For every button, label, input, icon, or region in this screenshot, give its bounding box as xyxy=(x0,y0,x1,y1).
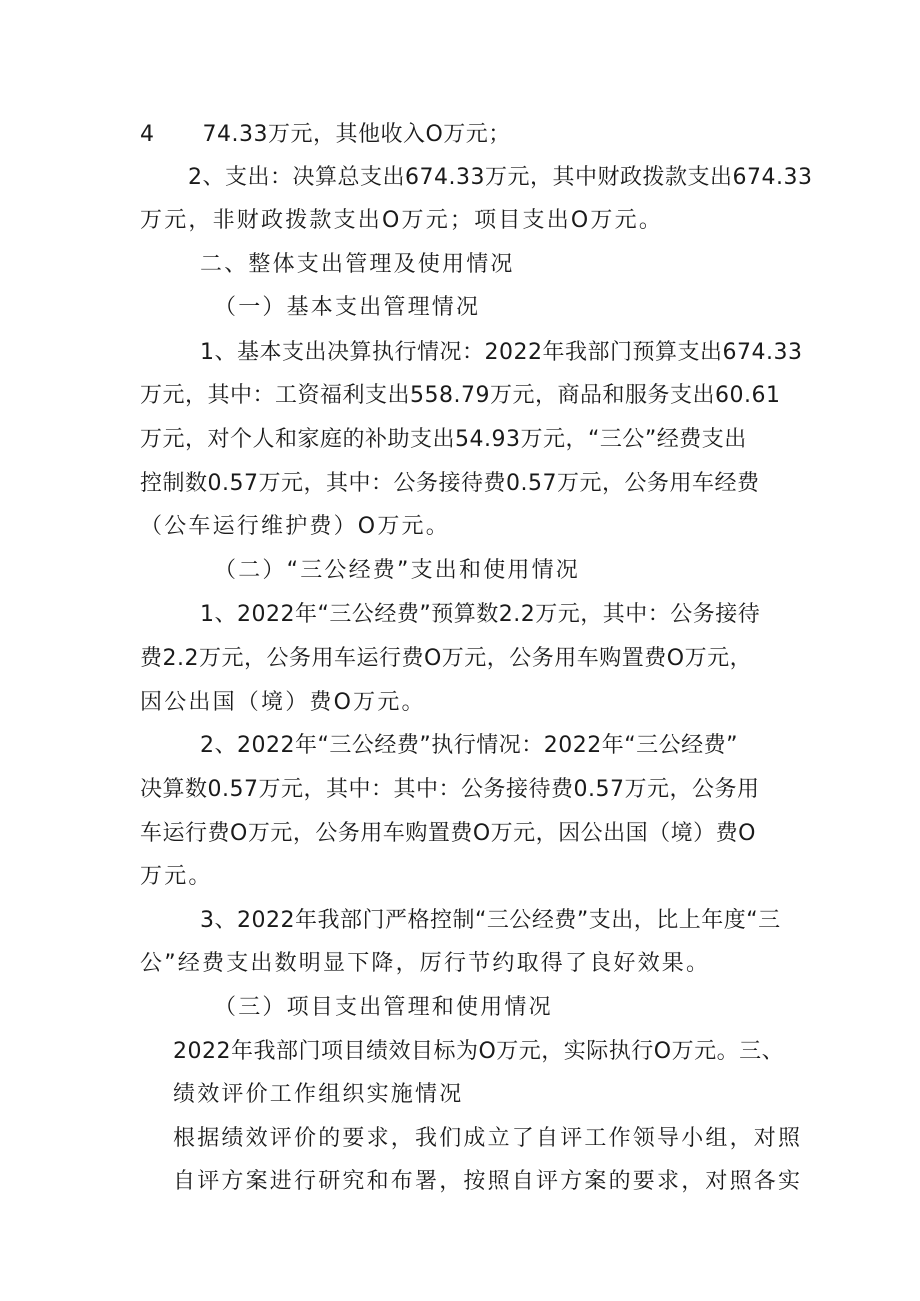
text-line: 2、支出：决算总支出674.33万元，其中财政拨款支出674.33 xyxy=(188,165,813,190)
text-line: 自评方案进行研究和布署，按照自评方案的要求，对照各实 xyxy=(173,1169,803,1194)
section-heading: 二、整体支出管理及使用情况 xyxy=(200,252,515,277)
text-line: 3、2022年我部门严格控制“三公经费”支出，比上年度“三 xyxy=(200,908,781,933)
text-line: 万元，其中：工资福利支出558.79万元，商品和服务支出60.61 xyxy=(140,383,781,408)
text-line: 2022年我部门项目绩效目标为O万元，实际执行O万元。三、 xyxy=(173,1039,785,1064)
line-text: 74.33万元，其他收入O万元； xyxy=(202,122,511,147)
subsection-heading: （一）基本支出管理情况 xyxy=(214,295,481,320)
text-line: 万元。 xyxy=(140,864,213,889)
text-line: 控制数0.57万元，其中：公务接待费0.57万元，公务用车经费 xyxy=(140,471,760,496)
line-prefix-number: 4 xyxy=(140,122,155,147)
subsection-heading: （三）项目支出管理和使用情况 xyxy=(214,995,553,1020)
text-line: 公”经费支出数明显下降，厉行节约取得了良好效果。 xyxy=(140,951,711,976)
section-heading: 绩效评价工作组织实施情况 xyxy=(173,1082,464,1107)
text-line: （公车运行维护费）O万元。 xyxy=(140,514,450,539)
text-line: 1、2022年“三公经费”预算数2.2万元，其中：公务接待 xyxy=(200,602,761,627)
text-line: 万元，对个人和家庭的补助支出54.93万元，“三公”经费支出 xyxy=(140,427,747,452)
text-line: 根据绩效评价的要求，我们成立了自评工作领导小组，对照 xyxy=(173,1126,803,1151)
text-line: 费2.2万元，公务用车运行费O万元，公务用车购置费O万元， xyxy=(140,646,753,671)
subsection-heading: （二）“三公经费”支出和使用情况 xyxy=(214,558,580,583)
text-line xyxy=(140,120,511,150)
text-line: 1、基本支出决算执行情况：2022年我部门预算支出674.33 xyxy=(200,340,803,365)
text-line: 2、2022年“三公经费”执行情况：2022年“三公经费” xyxy=(200,733,739,758)
text-line: 车运行费O万元，公务用车购置费O万元，因公出国（境）费O xyxy=(140,821,756,846)
text-line: 万元，非财政拨款支出O万元；项目支出O万元。 xyxy=(140,208,664,233)
text-line: 因公出国（境）费O万元。 xyxy=(140,690,426,715)
text-line: 决算数0.57万元，其中：其中：公务接待费0.57万元，公务用 xyxy=(140,777,760,802)
